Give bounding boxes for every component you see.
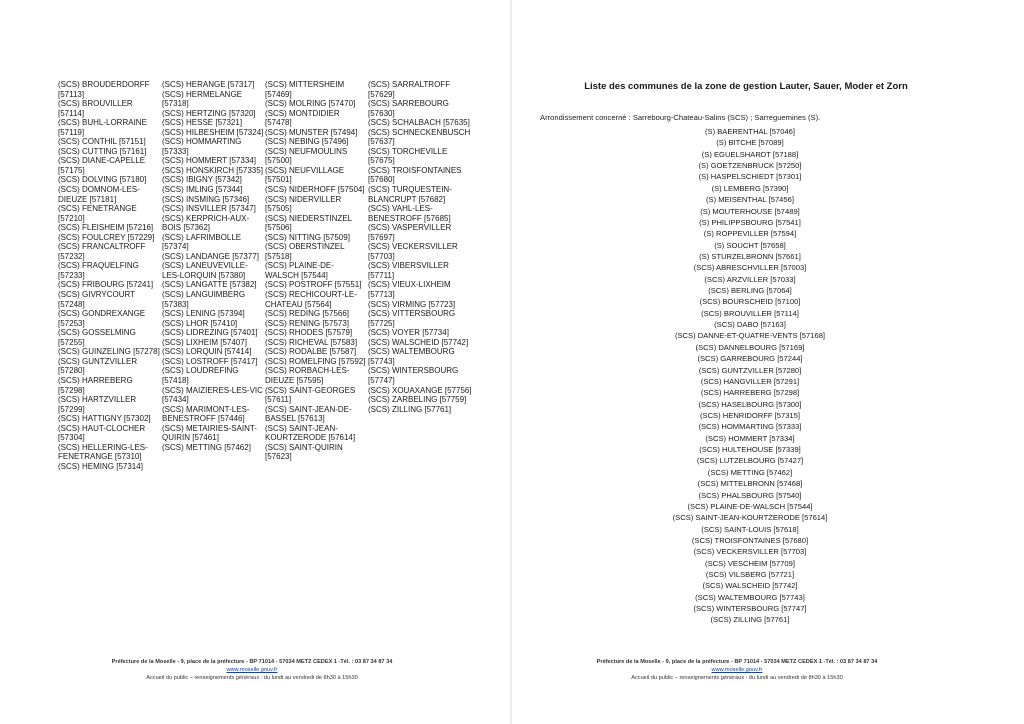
commune-entry: (SCS) RHODES [57579]	[265, 328, 353, 338]
commune-entry: (SCS) MOLRING [57470]	[265, 99, 356, 109]
commune-column-3	[265, 80, 367, 462]
commune-entry: (SCS) SCHNECKENBUSCH [57637]	[368, 127, 471, 147]
footer-address: Préfecture de la Moselle - 9, place de la préfecture - BP 71014 - 57034 METZ CEDEX 1 -Tél. : 03 87 34 87 34	[596, 659, 878, 665]
commune-entry: (SCS) ABRESCHVILLER [57003]	[693, 263, 807, 273]
commune-entry: (S) LEMBERG [57390]	[711, 183, 789, 193]
commune-entry: (SCS) TORCHEVILLE [57675]	[368, 146, 448, 166]
arrondissement-subtitle: Arrondissement concerné : Sarrebourg-Chateau-Salins (SCS) ; Sarreguemines (S).	[540, 113, 821, 122]
commune-entry: (SCS) WALSCHEID [57742]	[368, 337, 469, 347]
commune-entry: (S) EGUELSHARDT [57188]	[701, 149, 799, 159]
commune-entry: (SCS) MARIMONT-LES-BENESTROFF [57446]	[162, 404, 250, 424]
commune-entry: (SCS) GIVRYCOURT [57248]	[58, 290, 135, 309]
footer-right	[567, 658, 907, 682]
commune-entry: (SCS) PLAINE-DE-WALSCH [57544]	[265, 261, 334, 280]
commune-entry: (SCS) GARREBOURG [57244]	[697, 354, 803, 364]
commune-entry: (SCS) SAINT-GEORGES [57611]	[265, 385, 356, 405]
commune-entry: (SCS) LORQUIN [57414]	[162, 347, 252, 357]
commune-entry: (SCS) MITTELBRONN [57468]	[697, 479, 803, 489]
commune-list	[620, 126, 880, 626]
commune-entry: (SCS) DANNE-ET-QUATRE-VENTS [57168]	[674, 331, 826, 341]
commune-entry: (SCS) VILSBERG [57721]	[705, 570, 795, 580]
commune-entry: (SCS) DANNELBOURG [57169]	[695, 342, 805, 352]
commune-entry: (SCS) VAHL-LES-BENESTROFF [57685]	[368, 204, 451, 223]
commune-entry: (SCS) SAINT-QUIRIN [57623]	[265, 442, 343, 462]
commune-entry: (SCS) HENRIDORFF [57315]	[699, 410, 800, 420]
commune-entry: (SCS) WINTERSBOURG [57747]	[693, 604, 807, 614]
commune-entry: (SCS) POSTROFF [57551]	[265, 280, 362, 290]
commune-entry: (S) BITCHE [57089]	[716, 138, 784, 148]
commune-entry: (SCS) LANDANGE [57377]	[162, 251, 259, 261]
commune-entry: (SCS) WALTEMBOURG [57743]	[368, 347, 455, 366]
footer-left	[82, 658, 422, 682]
commune-entry: (SCS) HELLERING-LES-FENETRANGE [57310]	[58, 442, 148, 462]
page-title: Liste des communes de la zone de gestion Lauter, Sauer, Moder et Zorn	[584, 81, 908, 92]
commune-entry: (SCS) TURQUESTEIN-BLANCRUPT [57682]	[368, 185, 452, 204]
commune-entry: (SCS) VASPERVILLER [57697]	[368, 223, 452, 242]
commune-entry: (SCS) INSVILLER [57347]	[162, 204, 256, 214]
commune-entry: (SCS) REDING [57566]	[265, 309, 350, 319]
commune-entry: (SCS) MONTDIDIER [57478]	[265, 108, 340, 128]
commune-entry: (SCS) PLAINE-DE-WALSCH [57544]	[687, 501, 813, 511]
commune-entry: (SCS) LHOR [57410]	[162, 318, 238, 328]
commune-entry: (SCS) LANEUVEVILLE-LES-LORQUIN [57380]	[162, 261, 248, 280]
commune-entry: (SCS) NIDERVILLER [57505]	[265, 194, 342, 214]
commune-entry: (SCS) GOSSELMING [57255]	[58, 328, 136, 347]
commune-entry: (SCS) VECKERSVILLER [57703]	[693, 547, 807, 557]
commune-entry: (S) ROPPEVILLER [57594]	[703, 229, 797, 239]
commune-entry: (SCS) NEUFVILLAGE [57501]	[265, 165, 345, 185]
commune-entry: (SCS) SARREBOURG [57630]	[368, 99, 449, 118]
commune-entry: (SCS) SAINT-LOUIS [57618]	[701, 524, 799, 534]
commune-entry: (SCS) HERTZING [57320]	[162, 108, 256, 118]
commune-entry: (SCS) DOLVING [57180]	[58, 175, 147, 185]
commune-entry: (SCS) OBERSTINZEL [57518]	[265, 242, 345, 261]
commune-entry: (SCS) BROUDERDORFF [57113]	[58, 80, 150, 99]
commune-entry: (SCS) SCHALBACH [57635]	[368, 118, 470, 128]
commune-entry: (SCS) WALSCHEID [57742]	[702, 581, 798, 591]
commune-entry: (SCS) LIDREZING [57401]	[162, 328, 258, 338]
commune-entry: (S) PHILIPPSBOURG [57541]	[699, 217, 801, 227]
commune-entry: (SCS) VOYER [57734]	[368, 328, 449, 338]
commune-entry: (SCS) LIXHEIM [57407]	[162, 337, 247, 347]
commune-entry: (SCS) SAINT-JEAN-KOURTZERODE [57614]	[672, 513, 828, 523]
commune-entry: (SCS) VESCHEIM [57709]	[705, 558, 795, 568]
commune-entry: (SCS) LAFRIMBOLLE [57374]	[162, 232, 242, 252]
commune-entry: (SCS) KERPRICH-AUX-BOIS [57362]	[162, 213, 250, 233]
commune-column-4	[368, 80, 474, 414]
commune-entry: (SCS) HARREBERG [57298]	[58, 375, 133, 395]
commune-entry: (SCS) BROUVILLER [57114]	[58, 99, 133, 118]
commune-entry: (S) BAERENTHAL [57046]	[704, 127, 796, 136]
footer-website-link[interactable]: www.moselle.gouv.fr	[711, 667, 763, 673]
commune-entry: (SCS) HILBESHEIM [57324]	[162, 127, 264, 137]
commune-entry: (SCS) VIEUX-LIXHEIM [57713]	[368, 280, 451, 300]
commune-entry: (SCS) HANGVILLER [57291]	[700, 376, 800, 386]
commune-entry: (SCS) METAIRIES-SAINT-QUIRIN [57461]	[162, 423, 257, 443]
commune-entry: (SCS) NIDERHOFF [57504]	[265, 185, 365, 195]
commune-entry: (SCS) NIEDERSTINZEL [57506]	[265, 213, 352, 233]
commune-entry: (SCS) HARREBERG [57298]	[700, 388, 800, 398]
commune-entry: (SCS) VIBERSVILLER [57711]	[368, 261, 449, 280]
commune-entry: (SCS) METTING [57462]	[162, 442, 251, 452]
commune-entry: (SCS) NITTING [57509]	[265, 232, 350, 242]
commune-entry: (SCS) MITTERSHEIM [57469]	[265, 80, 345, 99]
commune-entry: (SCS) SAINT-JEAN-KOURTZERODE [57614]	[265, 423, 356, 443]
commune-entry: (SCS) ZARBELING [57759]	[368, 395, 467, 405]
commune-entry: (SCS) RORBACH-LES-DIEUZE [57595]	[265, 366, 350, 385]
commune-column-2	[162, 80, 264, 452]
commune-entry: (SCS) HAUT-CLOCHER [57304]	[58, 423, 146, 443]
commune-entry: (SCS) BERLING [57064]	[708, 286, 792, 296]
commune-entry: (SCS) FRIBOURG [57241]	[58, 280, 154, 290]
commune-entry: (SCS) IBIGNY [57342]	[162, 175, 242, 185]
commune-entry: (SCS) RENING [57573]	[265, 318, 350, 328]
commune-entry: (SCS) NEUFMOULINS [57500]	[265, 146, 348, 166]
commune-entry: (SCS) DIANE-CAPELLE [57175]	[58, 156, 146, 175]
commune-entry: (SCS) WINTERSBOURG [57747]	[368, 366, 459, 385]
commune-entry: (SCS) HERMELANGE [57318]	[162, 89, 243, 109]
commune-entry: (SCS) ROMELFING [57592]	[265, 356, 366, 366]
commune-entry: (SCS) HOMMARTING [57333]	[162, 137, 242, 156]
commune-entry: (SCS) NEBING [57496]	[265, 137, 349, 147]
commune-entry: (SCS) GUNTZVILLER [57280]	[698, 365, 802, 375]
commune-entry: (SCS) LENING [57394]	[162, 309, 245, 319]
commune-entry: (S) SOUCHT [57658]	[714, 240, 786, 250]
commune-entry: (SCS) VECKERSVILLER [57703]	[368, 242, 458, 261]
commune-entry: (SCS) HESSE [57321]	[162, 118, 243, 128]
commune-entry: (SCS) HOMMERT [57334]	[705, 433, 795, 443]
commune-entry: (SCS) RICHEVAL [57583]	[265, 337, 358, 347]
commune-entry: (SCS) FOULCREY [57229]	[58, 232, 155, 242]
commune-entry: (SCS) HONSKIRCH [57335]	[162, 165, 263, 175]
commune-entry: (SCS) HULTEHOUSE [57339]	[699, 445, 801, 455]
commune-entry: (SCS) GUNTZVILLER [57280]	[58, 356, 138, 376]
commune-entry: (S) STURZELBRONN [57661]	[699, 251, 801, 261]
commune-entry: (SCS) BUHL-LORRAINE [57119]	[58, 118, 147, 137]
commune-entry: (SCS) HATTIGNY [57302]	[58, 414, 151, 424]
commune-entry: (SCS) BROUVILLER [57114]	[701, 308, 799, 318]
commune-entry: (SCS) INSMING [57346]	[162, 194, 250, 204]
commune-entry: (SCS) DOMNOM-LES-DIEUZE [57181]	[58, 185, 140, 204]
commune-entry: (SCS) ZILLING [57761]	[710, 615, 790, 625]
footer-hours: Accueil du public – renseignements généraux : du lundi au vendredi de 8h30 à 15h30	[146, 675, 358, 681]
commune-entry: (SCS) FRANCALTROFF [57232]	[58, 242, 146, 261]
commune-entry: (SCS) RECHICOURT-LE-CHATEAU [57564]	[265, 290, 357, 309]
commune-entry: (SCS) XOUAXANGE [57756]	[368, 385, 472, 395]
commune-entry: (SCS) GONDREXANGE [57253]	[58, 309, 146, 328]
commune-entry: (SCS) HOMMARTING [57333]	[698, 422, 802, 432]
commune-entry: (SCS) VIRMING [57723]	[368, 299, 456, 309]
commune-entry: (SCS) TROISFONTAINES [57680]	[368, 165, 462, 185]
commune-entry: (SCS) RODALBE [57587]	[265, 347, 357, 357]
commune-entry: (SCS) LANGATTE [57382]	[162, 280, 257, 290]
commune-entry: (S) MEISENTHAL [57456]	[706, 195, 794, 205]
commune-entry: (SCS) METTING [57462]	[707, 467, 793, 477]
footer-address: Préfecture de la Moselle - 9, place de la préfecture - BP 71014 - 57034 METZ CEDEX 1 -Tél. : 03 87 34 87 34	[111, 659, 393, 665]
commune-entry: (SCS) FENETRANGE [57210]	[58, 204, 137, 223]
commune-entry: (SCS) LOSTROFF [57417]	[162, 356, 258, 366]
commune-entry: (S) HASPELSCHIEDT [57301]	[698, 172, 802, 182]
commune-entry: (SCS) WALTEMBOURG [57743]	[695, 592, 805, 602]
commune-entry: (S) GOETZENBRUCK [57250]	[698, 161, 802, 171]
commune-entry: (SCS) HOMMERT [57334]	[162, 156, 256, 166]
commune-entry: (SCS) PHALSBOURG [57540]	[698, 490, 802, 500]
commune-entry: (SCS) FLEISHEIM [57216]	[58, 223, 154, 233]
footer-website-link[interactable]: www.moselle.gouv.fr	[226, 667, 278, 673]
commune-entry: (SCS) HARTZVILLER [57299]	[58, 395, 137, 414]
commune-entry: (SCS) IMLING [57344]	[162, 185, 243, 195]
commune-entry: (SCS) GUINZELING [57278]	[58, 347, 160, 357]
commune-entry: (SCS) HASELBOURG [57300]	[698, 399, 802, 409]
commune-column-1	[58, 80, 160, 471]
commune-entry: (SCS) CONTHIL [57151]	[58, 137, 146, 147]
commune-entry: (SCS) MAIZIERES-LES-VIC [57434]	[162, 385, 263, 405]
commune-entry: (SCS) FRAQUELFING [57233]	[58, 261, 139, 280]
commune-entry: (SCS) SARRALTROFF [57629]	[368, 80, 451, 99]
commune-entry: (SCS) ZILLING [57761]	[368, 404, 452, 414]
commune-entry: (SCS) LUTZELBOURG [57427]	[696, 456, 804, 466]
commune-entry: (SCS) LANGUIMBERG [57383]	[162, 290, 246, 309]
footer-hours: Accueil du public – renseignements généraux : du lundi au vendredi de 8h30 à 15h30	[631, 675, 843, 681]
commune-entry: (SCS) DABO [57163]	[714, 320, 786, 330]
commune-entry: (SCS) HEMING [57314]	[58, 461, 143, 471]
commune-entry: (SCS) CUTTING [57161]	[58, 146, 147, 156]
commune-entry: (SCS) ARZVILLER [57033]	[704, 274, 796, 284]
commune-entry: (SCS) BOURSCHEID [57100]	[699, 297, 801, 307]
commune-entry: (SCS) VITTERSBOURG [57725]	[368, 309, 456, 328]
commune-entry: (SCS) LOUDREFING [57418]	[162, 366, 239, 385]
commune-entry: (S) MOUTERHOUSE [57489]	[700, 206, 800, 216]
commune-entry: (SCS) HERANGE [57317]	[162, 80, 255, 89]
commune-entry: (SCS) TROISFONTAINES [57680]	[691, 535, 809, 545]
commune-entry: (SCS) MUNSTER [57494]	[265, 127, 358, 137]
commune-entry: (SCS) SAINT-JEAN-DE-BASSEL [57613]	[265, 404, 352, 424]
